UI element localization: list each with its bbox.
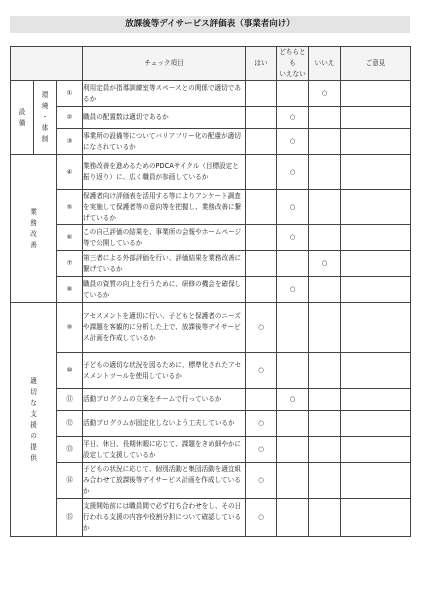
table-row xyxy=(11,81,411,107)
row-number: ⑭ xyxy=(57,463,83,499)
answer-yes-cell xyxy=(246,411,277,437)
check-item-text: 第三者による外部評価を行い、評価結果を業務改善に繋げているか xyxy=(83,251,246,277)
check-item-text: 保護者向け評価表を活用する等によりアンケート調査を実施して保護者等の意向等を把握し、業務改善に繋げているか xyxy=(83,190,246,225)
table-row xyxy=(11,437,411,463)
opinion-cell xyxy=(341,190,411,225)
circle-mark: ○ xyxy=(258,419,264,427)
table-row xyxy=(11,389,411,411)
opinion-cell xyxy=(341,463,411,499)
answer-yes-cell xyxy=(246,353,277,389)
opinion-cell xyxy=(341,389,411,411)
answer-yes-cell xyxy=(246,437,277,463)
check-item-text: 利用定員が指導訓練室等スペースとの関係で適切であるか xyxy=(83,81,246,107)
row-number: ⑤ xyxy=(57,190,83,225)
table-row xyxy=(11,463,411,499)
header-check-item: チェック項目 xyxy=(83,47,246,81)
row-number: ⑮ xyxy=(57,499,83,537)
answer-yes-cell xyxy=(246,303,277,353)
opinion-cell xyxy=(341,499,411,537)
row-number: ⑩ xyxy=(57,353,83,389)
table-row xyxy=(11,155,411,190)
opinion-cell xyxy=(341,107,411,129)
row-number: ⑥ xyxy=(57,225,83,251)
answer-no-cell xyxy=(309,411,341,437)
answer-no-cell xyxy=(309,463,341,499)
answer-yes-cell xyxy=(246,225,277,251)
answer-neither-cell xyxy=(277,225,309,251)
answer-neither-cell xyxy=(277,437,309,463)
row-number: ⑦ xyxy=(57,251,83,277)
header-no: いいえ xyxy=(309,47,341,81)
answer-neither-cell xyxy=(277,107,309,129)
circle-mark: ○ xyxy=(321,89,328,97)
opinion-cell xyxy=(341,277,411,303)
evaluation-table xyxy=(10,46,411,537)
row-number: ② xyxy=(57,107,83,129)
check-item-text: 平日、休日、長期休暇に応じて、課題をきめ細やかに設定して支援しているか xyxy=(83,437,246,463)
answer-neither-cell xyxy=(277,389,309,411)
opinion-cell xyxy=(341,411,411,437)
answer-yes-cell xyxy=(246,463,277,499)
check-item-text: アセスメントを適切に行い、子どもと保護者のニーズや課題を客観的に分析した上で、放課後等デイサービス計画を作成しているか xyxy=(83,303,246,353)
row-number: ⑬ xyxy=(57,437,83,463)
header-row xyxy=(11,47,411,81)
answer-yes-cell xyxy=(246,251,277,277)
row-number: ③ xyxy=(57,129,83,155)
circle-mark: ○ xyxy=(289,395,296,403)
row-number: ⑫ xyxy=(57,411,83,437)
answer-neither-cell xyxy=(277,499,309,537)
header-neither: どちらとも いえない xyxy=(277,47,309,81)
row-number: ⑨ xyxy=(57,303,83,353)
circle-mark: ○ xyxy=(289,167,296,176)
answer-neither-cell xyxy=(277,155,309,190)
answer-no-cell xyxy=(309,437,341,463)
category-setsubi: 設 備 xyxy=(11,81,34,155)
row-number: ⑪ xyxy=(57,389,83,411)
opinion-cell xyxy=(341,353,411,389)
circle-mark: ○ xyxy=(289,137,296,145)
check-item-text: 子どもの適切な状況を図るために、標準化されたアセスメントツールを使用しているか xyxy=(83,353,246,389)
category-tekisetsu-shien: 適 切 な 支 援 の 提 供 xyxy=(11,303,57,537)
check-item-text: 活動プログラムの立案をチームで行っているか xyxy=(83,389,246,411)
answer-yes-cell xyxy=(246,277,277,303)
circle-mark: ○ xyxy=(258,476,264,484)
answer-neither-cell xyxy=(277,251,309,277)
answer-no-cell xyxy=(309,353,341,389)
answer-neither-cell xyxy=(277,353,309,389)
answer-no-cell xyxy=(309,81,341,107)
check-item-text: 子どもの状況に応じて、個別活動と集団活動を適宜組み合わせて放課後等デイサービス計画を作成しているか xyxy=(83,463,246,499)
opinion-cell xyxy=(341,303,411,353)
table-row xyxy=(11,277,411,303)
table-row xyxy=(11,411,411,437)
answer-yes-cell xyxy=(246,107,277,129)
circle-mark: ○ xyxy=(289,202,296,211)
check-item-text: この自己評価の結果を、事業所の会報やホームページ等で公開しているか xyxy=(83,225,246,251)
page-title: 放課後等デイサービス評価表（事業者向け） xyxy=(10,16,410,33)
header-yes: はい xyxy=(246,47,277,81)
opinion-cell xyxy=(341,155,411,190)
category-kankyo-taisei: 環 境 ・ 体 制 xyxy=(34,81,57,155)
answer-no-cell xyxy=(309,499,341,537)
answer-no-cell xyxy=(309,190,341,225)
answer-yes-cell xyxy=(246,499,277,537)
answer-neither-cell xyxy=(277,303,309,353)
answer-no-cell xyxy=(309,251,341,277)
opinion-cell xyxy=(341,437,411,463)
answer-yes-cell xyxy=(246,81,277,107)
header-blank xyxy=(11,47,83,81)
answer-no-cell xyxy=(309,225,341,251)
answer-no-cell xyxy=(309,155,341,190)
answer-yes-cell xyxy=(246,389,277,411)
answer-no-cell xyxy=(309,303,341,353)
circle-mark: ○ xyxy=(258,366,264,374)
answer-neither-cell xyxy=(277,190,309,225)
check-item-text: 支援開始前には職員間で必ず打ち合わせをし、その日行われる支援の内容や役割分担について確認しているか xyxy=(83,499,246,537)
table-row xyxy=(11,251,411,277)
table-row xyxy=(11,303,411,353)
opinion-cell xyxy=(341,81,411,107)
opinion-cell xyxy=(341,251,411,277)
row-number: ① xyxy=(57,81,83,107)
circle-mark: ○ xyxy=(321,259,328,267)
category-gyomu-kaizen: 業 務 改 善 xyxy=(11,155,57,303)
circle-mark: ○ xyxy=(289,233,296,241)
check-item-text: 事業所の設備等についてバリアフリー化の配慮が適切になされているか xyxy=(83,129,246,155)
row-number: ⑧ xyxy=(57,277,83,303)
header-opinion: ご意見 xyxy=(341,47,411,81)
table-row xyxy=(11,225,411,251)
table-row xyxy=(11,499,411,537)
answer-neither-cell xyxy=(277,81,309,107)
circle-mark: ○ xyxy=(258,513,264,521)
circle-mark: ○ xyxy=(289,285,296,293)
answer-neither-cell xyxy=(277,129,309,155)
check-item-text: 職員の資質の向上を行うために、研修の機会を確保しているか xyxy=(83,277,246,303)
table-row xyxy=(11,190,411,225)
answer-no-cell xyxy=(309,107,341,129)
answer-yes-cell xyxy=(246,190,277,225)
answer-neither-cell xyxy=(277,411,309,437)
table-row xyxy=(11,107,411,129)
table-row xyxy=(11,129,411,155)
answer-no-cell xyxy=(309,389,341,411)
circle-mark: ○ xyxy=(258,445,264,453)
answer-no-cell xyxy=(309,129,341,155)
table-row xyxy=(11,353,411,389)
check-item-text: 業務改善を進めるためのPDCAサイクル（目標設定と振り返り）に、広く職員が参画しているか xyxy=(83,155,246,190)
circle-mark: ○ xyxy=(289,113,296,121)
answer-no-cell xyxy=(309,277,341,303)
opinion-cell xyxy=(341,225,411,251)
answer-yes-cell xyxy=(246,155,277,190)
row-number: ④ xyxy=(57,155,83,190)
answer-neither-cell xyxy=(277,277,309,303)
answer-neither-cell xyxy=(277,463,309,499)
answer-yes-cell xyxy=(246,129,277,155)
check-item-text: 活動プログラムが固定化しないよう工夫しているか xyxy=(83,411,246,437)
opinion-cell xyxy=(341,129,411,155)
check-item-text: 職員の配置数は適切であるか xyxy=(83,107,246,129)
circle-mark: ○ xyxy=(258,323,264,331)
